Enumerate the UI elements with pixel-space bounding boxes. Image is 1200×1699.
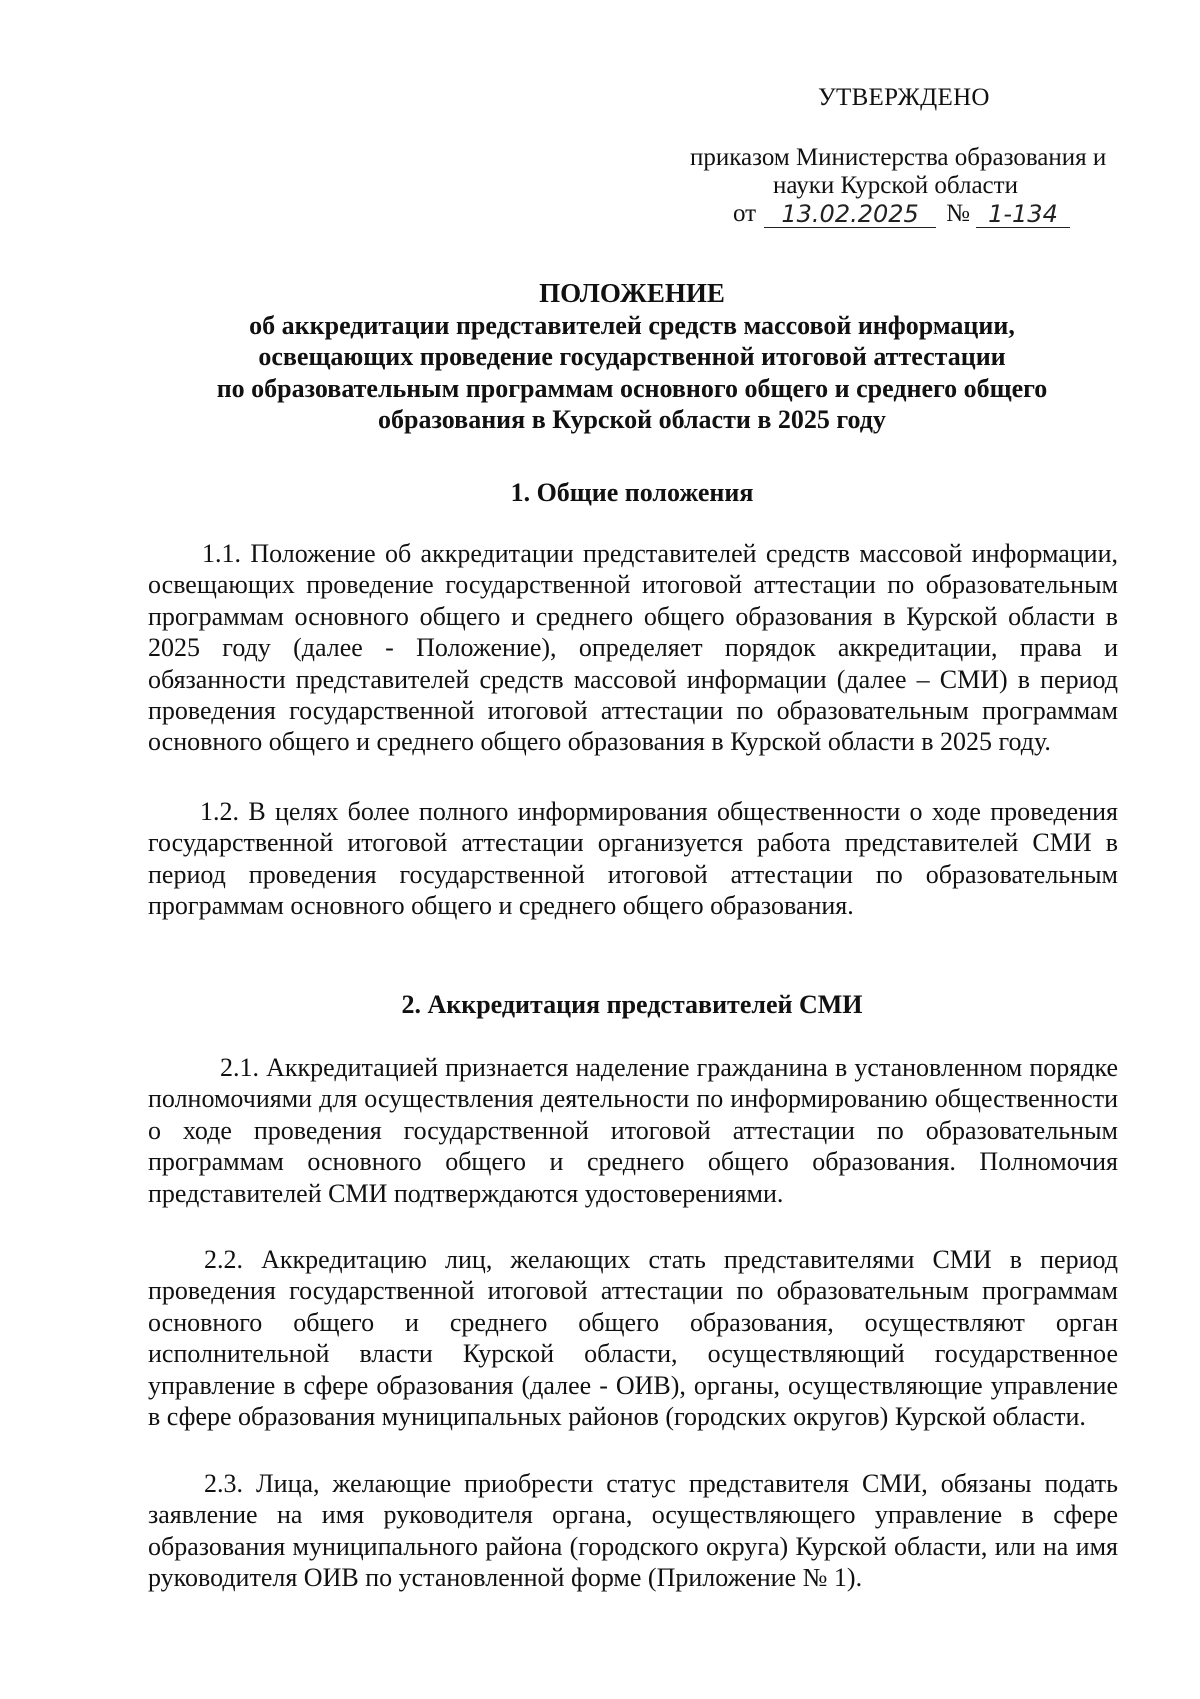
handwritten-date: 13.02.2025 [764,202,936,228]
section-heading-accreditation: 2. Аккредитация представителей СМИ [401,990,863,1019]
document-title-main: ПОЛОЖЕНИЕ [539,278,725,308]
paragraph-1-2: 1.2. В целях более полного информирования общественности о ходе проведения государственной итоговой аттестации организуется работа представителей СМИ в период проведения государственной итоговой аттестации по образовательным программам основного общего и среднего общего образования. [148,797,1118,921]
order-authority-line-2: науки Курской области [773,172,1018,199]
handwritten-order-number: 1-134 [976,202,1070,228]
document-title-line-2: освещающих проведение государственной итоговой аттестации [258,342,1006,371]
approval-stamp-title: УТВЕРЖДЕНО [818,84,990,111]
paragraph-2-1: 2.1. Аккредитацией признается наделение гражданина в установленном порядке полномочиями для осуществления деятельности по информированию общественности о ходе проведения государственной итоговой аттестации по образовательным программам основного общего и среднего общего образования. Полномочия представителей СМИ подтверждаются удостоверениями. [148,1053,1118,1208]
section-heading-general: 1. Общие положения [510,478,754,507]
document-title-line-3: по образовательным программам основного общего и среднего общего [216,373,1048,403]
paragraph-2-3: 2.3. Лица, желающие приобрести статус представителя СМИ, обязаны подать заявление на имя руководителя органа, осуществляющего управление в сфере образования муниципального района (городского округа) Курской области, или на имя руководителя ОИВ по установленной форме (Приложение № 1). [148,1469,1118,1593]
paragraph-1-1: 1.1. Положение об аккредитации представителей средств массовой информации, освещающих проведение государственной итоговой аттестации по образовательным программам основного общего и среднего общего образования в Курской области в 2025 году (далее - Положение), определяет порядок аккредитации, права и обязанности представителей средств массовой информации (далее – СМИ) в период проведения государственной итоговой аттестации по образовательным программам основного общего и среднего общего образования в Курской области в 2025 году. [148,539,1118,757]
order-reference [733,200,1070,228]
number-prefix: № [946,200,970,227]
document-title-line-1: об аккредитации представителей средств массовой информации, [249,310,1015,340]
paragraph-2-2: 2.2. Аккредитацию лиц, желающих стать представителями СМИ в период проведения государственной итоговой аттестации по образовательным программам основного общего и среднего общего образования, осуществляют орган исполнительной власти Курской области, осуществляющий государственное управление в сфере образования (далее - ОИВ), органы, осуществляющие управление в сфере образования муниципальных районов (городских округов) Курской области. [148,1245,1118,1432]
date-prefix: от [733,200,757,227]
order-authority-line-1: приказом Министерства образования и [690,144,1107,171]
document-title-line-4: образования в Курской области в 2025 году [378,405,886,434]
document-title [0,278,1200,436]
